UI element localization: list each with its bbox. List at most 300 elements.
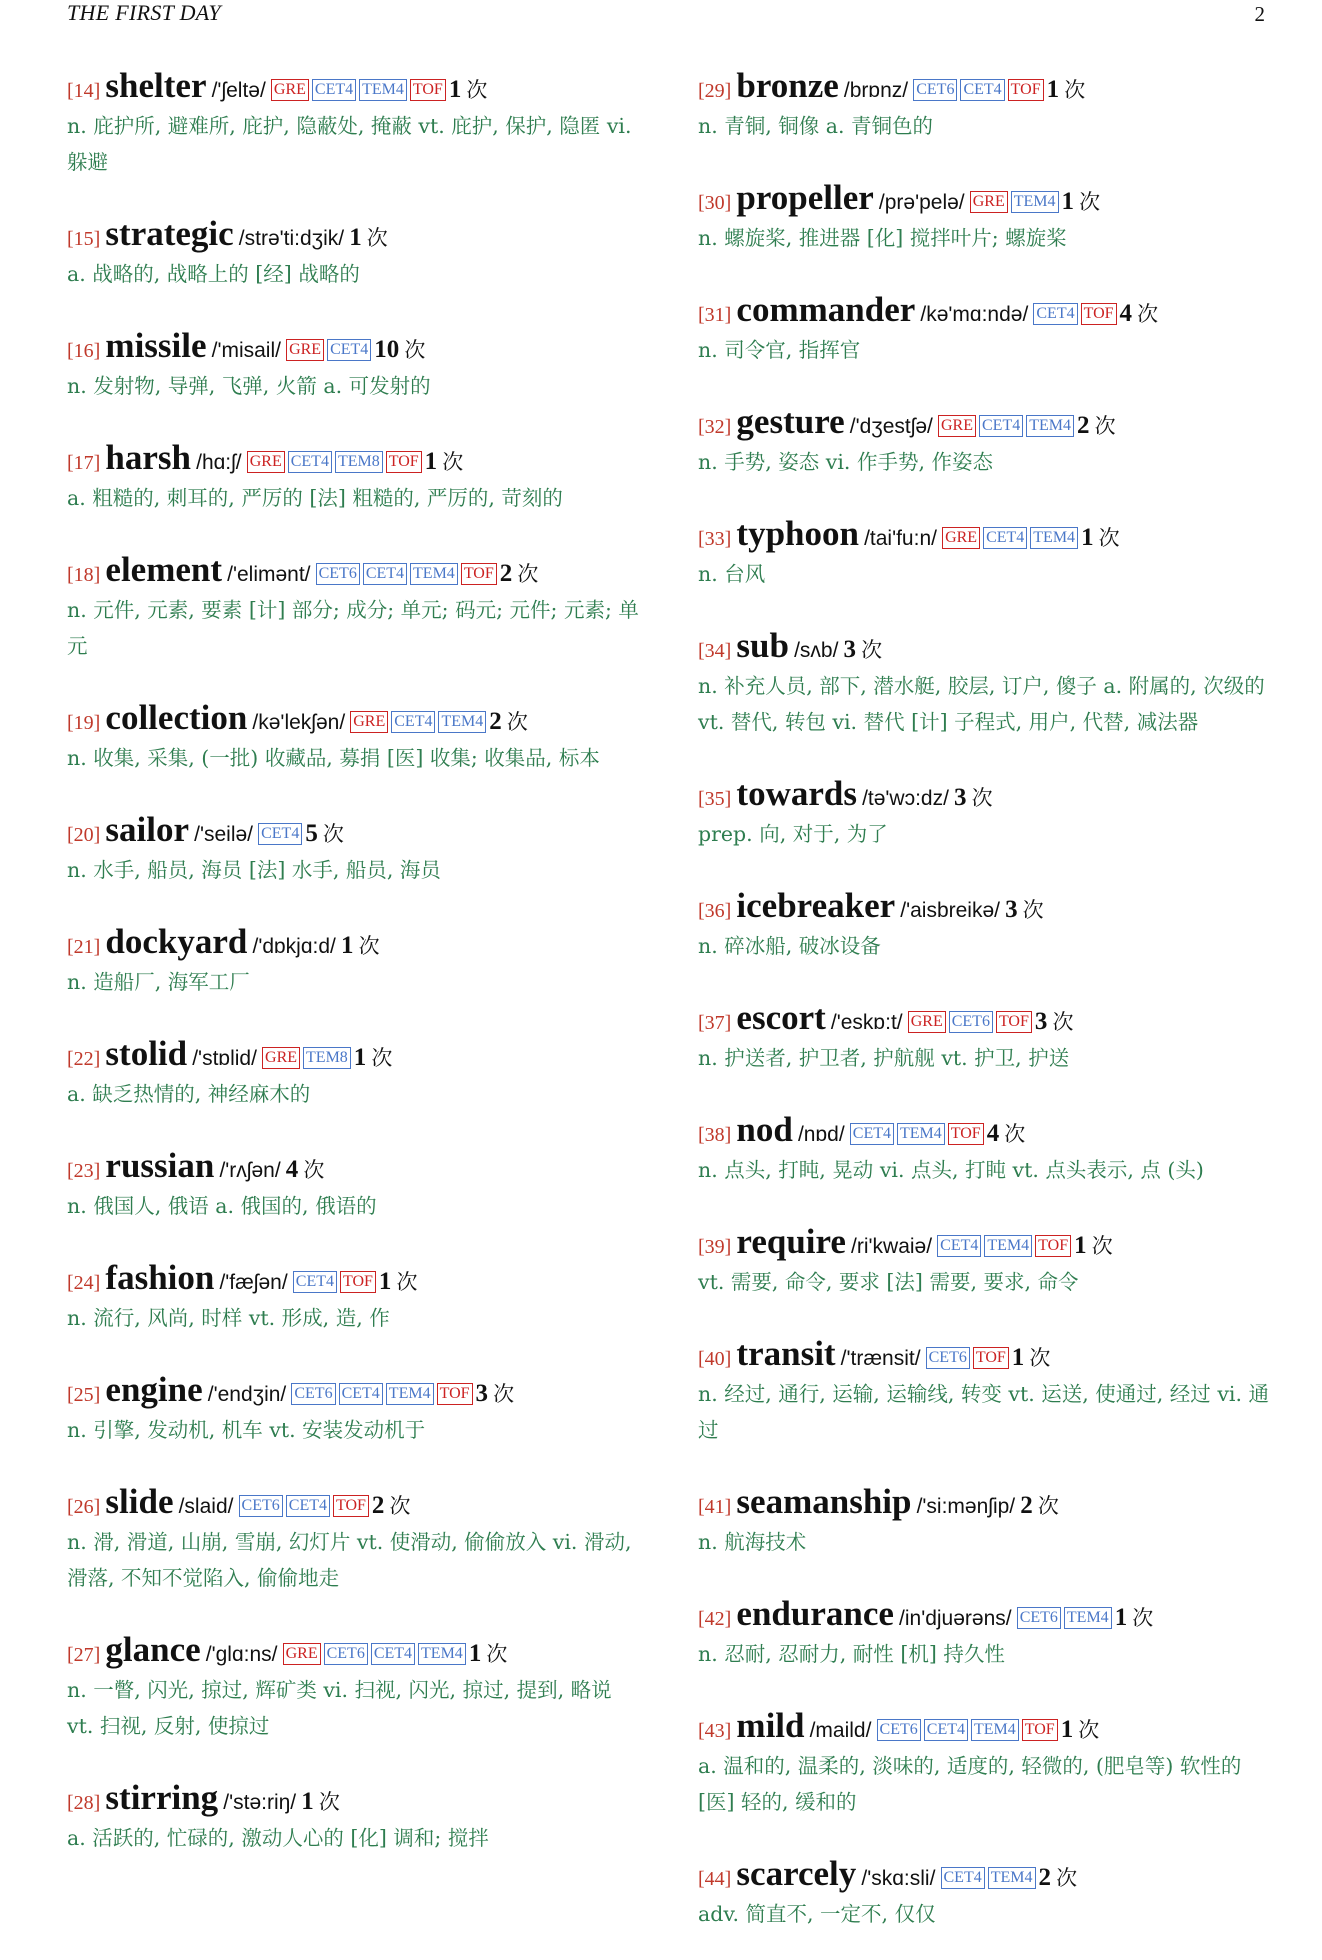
occurrence-count: 1 [1061, 188, 1075, 215]
occurrence-count: 3 [1034, 1008, 1048, 1035]
entry-headline [67, 60, 642, 108]
word-entry [698, 1848, 1270, 1932]
definition: n. 元件, 元素, 要素 [计] 部分; 成分; 单元; 码元; 元件; 元素; 单元 [67, 598, 639, 658]
phonetic: /'trænsit/ [840, 1347, 921, 1370]
exam-tag-gre: GRE [262, 1047, 300, 1069]
definition: n. 水手, 船员, 海员 [法] 水手, 船员, 海员 [67, 858, 441, 882]
entry-number: [40] [698, 1348, 732, 1370]
entry-number: [30] [698, 192, 732, 214]
headword: seamanship [736, 1482, 912, 1521]
definition: vt. 需要, 命令, 要求 [法] 需要, 要求, 命令 [698, 1270, 1079, 1294]
exam-tag-tof: TOF [410, 79, 446, 101]
headword: escort [736, 998, 826, 1037]
phonetic: /'glɑ:ns/ [205, 1643, 278, 1666]
occurrence-count: 3 [475, 1380, 489, 1407]
occurrence-count: 1 [1046, 76, 1060, 103]
entry-headline [67, 208, 642, 256]
definition: n. 碎冰船, 破冰设备 [698, 934, 881, 958]
page-number: 2 [1254, 2, 1265, 26]
headword: slide [105, 1482, 174, 1521]
word-entry [698, 992, 1270, 1076]
entry-number: [32] [698, 416, 732, 438]
occurrence-unit: 次 [971, 786, 993, 810]
exam-tag-cet4: CET4 [288, 451, 332, 473]
word-entry [67, 1772, 642, 1856]
headword: gesture [736, 402, 845, 441]
definition: n. 一瞥, 闪光, 掠过, 辉矿类 vi. 扫视, 闪光, 掠过, 提到, 略说 vt. 扫视, 反射, 使掠过 [67, 1678, 612, 1738]
headword: missile [105, 326, 207, 365]
entry-number: [34] [698, 640, 732, 662]
definition: n. 护送者, 护卫者, 护航舰 vt. 护卫, 护送 [698, 1046, 1070, 1070]
exam-tag-tof: TOF [386, 451, 422, 473]
headword: stirring [105, 1778, 219, 1817]
headword: mild [736, 1706, 805, 1745]
definition: n. 司令官, 指挥官 [698, 338, 861, 362]
exam-tags [970, 194, 1062, 213]
occurrence-count: 2 [489, 708, 502, 735]
exam-tag-tem4: TEM4 [1030, 527, 1078, 549]
exam-tag-tem4: TEM4 [897, 1123, 945, 1145]
occurrence-count: 1 [301, 1788, 314, 1815]
headword: icebreaker [736, 886, 896, 925]
exam-tags [350, 714, 489, 733]
entry-number: [23] [67, 1160, 101, 1182]
entry-headline [698, 396, 1270, 444]
occurrence-unit: 次 [1132, 1606, 1154, 1630]
entry-number: [21] [67, 936, 101, 958]
definition: adv. 简直不, 一定不, 仅仅 [698, 1902, 936, 1926]
entry-headline [67, 544, 642, 592]
exam-tag-cet6: CET6 [1017, 1607, 1061, 1629]
exam-tag-gre: GRE [247, 451, 285, 473]
exam-tag-tem4: TEM4 [971, 1719, 1019, 1741]
occurrence-unit: 次 [318, 1790, 340, 1814]
phonetic: /'misail/ [211, 339, 281, 362]
exam-tag-tem8: TEM8 [335, 451, 383, 473]
word-entry [698, 396, 1270, 480]
phonetic: /'fæʃən/ [219, 1271, 288, 1294]
entry-number: [16] [67, 340, 101, 362]
phonetic: /'si:mənʃip/ [916, 1495, 1016, 1518]
exam-tag-tem4: TEM4 [410, 563, 458, 585]
definition: n. 点头, 打盹, 晃动 vi. 点头, 打盹 vt. 点头表示, 点 (头) [698, 1158, 1204, 1182]
occurrence-unit: 次 [486, 1642, 508, 1666]
exam-tag-cet4: CET4 [258, 823, 302, 845]
entry-number: [39] [698, 1236, 732, 1258]
entry-number: [36] [698, 900, 732, 922]
headword: transit [736, 1334, 836, 1373]
headword: stolid [105, 1034, 188, 1073]
occurrence-count: 1 [353, 1044, 367, 1071]
left-column [67, 60, 642, 1884]
phonetic: /'eskɒ:t/ [830, 1011, 903, 1034]
headword: engine [105, 1370, 203, 1409]
occurrence-unit: 次 [1029, 1346, 1051, 1370]
occurrence-unit: 次 [1079, 190, 1101, 214]
exam-tag-cet4: CET4 [391, 711, 435, 733]
occurrence-unit: 次 [1098, 526, 1120, 550]
exam-tag-gre: GRE [286, 339, 324, 361]
exam-tags [877, 1722, 1061, 1741]
word-entry [67, 916, 642, 1000]
definition: a. 活跃的, 忙碌的, 激动人心的 [化] 调和; 搅拌 [67, 1826, 489, 1850]
entry-headline [698, 1476, 1270, 1524]
headword: commander [736, 290, 916, 329]
entry-number: [20] [67, 824, 101, 846]
entry-number: [29] [698, 80, 732, 102]
entry-number: [28] [67, 1792, 101, 1814]
entry-headline [67, 916, 642, 964]
occurrence-unit: 次 [1022, 898, 1044, 922]
headword: bronze [736, 66, 839, 105]
word-entry [67, 432, 642, 516]
word-entry [67, 1476, 642, 1596]
exam-tag-cet4: CET4 [1033, 303, 1077, 325]
exam-tag-gre: GRE [350, 711, 388, 733]
phonetic: /in'djuərəns/ [899, 1607, 1012, 1630]
exam-tags [913, 82, 1046, 101]
entry-headline [67, 432, 642, 480]
entry-number: [18] [67, 564, 101, 586]
entry-headline [698, 60, 1270, 108]
definition: n. 台风 [698, 562, 766, 586]
exam-tag-tem4: TEM4 [438, 711, 486, 733]
exam-tag-cet6: CET6 [913, 79, 957, 101]
exam-tags [926, 1350, 1012, 1369]
occurrence-count: 1 [1074, 1232, 1087, 1259]
definition: n. 流行, 风尚, 时样 vt. 形成, 造, 作 [67, 1306, 390, 1330]
entry-number: [27] [67, 1644, 101, 1666]
exam-tag-cet4: CET4 [983, 527, 1027, 549]
definition: a. 温和的, 温柔的, 淡味的, 适度的, 轻微的, (肥皂等) 软性的 [医] 轻的, 缓和的 [698, 1754, 1242, 1814]
occurrence-unit: 次 [861, 638, 883, 662]
word-entry [67, 1140, 642, 1224]
entry-headline [67, 1252, 642, 1300]
occurrence-unit: 次 [442, 450, 464, 474]
entry-number: [43] [698, 1720, 732, 1742]
occurrence-unit: 次 [1052, 1010, 1074, 1034]
word-entry [698, 508, 1270, 592]
entry-headline [698, 768, 1270, 816]
headword: strategic [105, 214, 234, 253]
exam-tag-cet4: CET4 [937, 1235, 981, 1257]
entry-number: [24] [67, 1272, 101, 1294]
entry-headline [698, 1848, 1270, 1896]
phonetic: /'ʃeltə/ [211, 79, 266, 102]
phonetic: /'dɒkjɑ:d/ [252, 935, 336, 958]
entry-headline [698, 1104, 1270, 1152]
phonetic: /prə'pelə/ [878, 191, 965, 214]
definition: n. 补充人员, 部下, 潜水艇, 胶层, 订户, 傻子 a. 附属的, 次级的 vt. 替代, 转包 vi. 替代 [计] 子程式, 用户, 代替, 减法器 [698, 674, 1265, 734]
entry-headline [67, 1028, 642, 1076]
exam-tag-tem4: TEM4 [1064, 1607, 1112, 1629]
occurrence-count: 2 [499, 560, 513, 587]
entry-headline [698, 284, 1270, 332]
phonetic: /strə'ti:dʒik/ [238, 227, 345, 250]
exam-tag-tem4: TEM4 [359, 79, 407, 101]
occurrence-unit: 次 [303, 1158, 325, 1182]
exam-tag-cet4: CET4 [941, 1867, 985, 1889]
exam-tag-tof: TOF [973, 1347, 1009, 1369]
occurrence-count: 4 [986, 1120, 1000, 1147]
occurrence-unit: 次 [1137, 302, 1159, 326]
word-entry [67, 1364, 642, 1448]
phonetic: /'dʒestʃə/ [849, 415, 933, 438]
headword: nod [736, 1110, 793, 1149]
occurrence-count: 2 [1077, 412, 1090, 439]
phonetic: /ri'kwaiə/ [851, 1235, 933, 1258]
occurrence-unit: 次 [404, 338, 426, 362]
occurrence-count: 1 [1060, 1716, 1074, 1743]
occurrence-count: 1 [468, 1640, 482, 1667]
occurrence-count: 2 [1038, 1864, 1051, 1891]
definition: n. 俄国人, 俄语 a. 俄国的, 俄语的 [67, 1194, 377, 1218]
occurrence-count: 1 [1081, 524, 1094, 551]
entry-headline [698, 508, 1270, 556]
exam-tags [937, 1238, 1074, 1257]
phonetic: /'skɑ:sli/ [861, 1867, 936, 1890]
entry-number: [15] [67, 228, 101, 250]
headword: element [105, 550, 223, 589]
exam-tag-cet6: CET6 [291, 1383, 335, 1405]
headword: propeller [736, 178, 874, 217]
occurrence-unit: 次 [358, 934, 380, 958]
entry-headline [698, 172, 1270, 220]
phonetic: /brɒnz/ [843, 79, 909, 102]
definition: n. 青铜, 铜像 a. 青铜色的 [698, 114, 934, 138]
word-entry [698, 1476, 1270, 1560]
occurrence-count: 1 [378, 1268, 392, 1295]
exam-tag-tof: TOF [1035, 1235, 1071, 1257]
entry-number: [25] [67, 1384, 101, 1406]
exam-tags [850, 1126, 987, 1145]
definition: n. 造船厂, 海军工厂 [67, 970, 250, 994]
word-entry [698, 284, 1270, 368]
definition: a. 缺乏热情的, 神经麻木的 [67, 1082, 311, 1106]
occurrence-count: 10 [374, 336, 400, 363]
definition: n. 手势, 姿态 vi. 作手势, 作姿态 [698, 450, 993, 474]
exam-tag-tof: TOF [1022, 1719, 1058, 1741]
exam-tags [283, 1646, 469, 1665]
word-entry [67, 1028, 642, 1112]
definition: a. 粗糙的, 刺耳的, 严厉的 [法] 粗糙的, 严厉的, 苛刻的 [67, 486, 563, 510]
entry-number: [26] [67, 1496, 101, 1518]
exam-tag-cet6: CET6 [239, 1495, 283, 1517]
word-entry [67, 692, 642, 776]
word-entry [698, 1328, 1270, 1448]
exam-tag-cet4: CET4 [286, 1495, 330, 1517]
word-entry [67, 804, 642, 888]
word-entry [698, 1700, 1270, 1820]
phonetic: /maild/ [809, 1719, 872, 1742]
entry-headline [67, 1624, 642, 1672]
exam-tag-tem4: TEM4 [988, 1867, 1036, 1889]
right-column [698, 60, 1270, 1960]
occurrence-unit: 次 [517, 562, 539, 586]
headword: sailor [105, 810, 190, 849]
occurrence-count: 1 [448, 76, 462, 103]
occurrence-count: 4 [285, 1156, 299, 1183]
entry-number: [38] [698, 1124, 732, 1146]
entry-number: [33] [698, 528, 732, 550]
exam-tag-tof: TOF [1081, 303, 1117, 325]
exam-tag-cet6: CET6 [324, 1643, 368, 1665]
occurrence-count: 1 [1011, 1344, 1025, 1371]
entry-headline [67, 1772, 642, 1820]
exam-tag-cet4: CET4 [312, 79, 356, 101]
exam-tag-cet4: CET4 [327, 339, 371, 361]
entry-headline [698, 1588, 1270, 1636]
exam-tag-gre: GRE [283, 1643, 321, 1665]
entry-headline [67, 1140, 642, 1188]
occurrence-count: 3 [843, 636, 857, 663]
exam-tag-cet6: CET6 [949, 1011, 993, 1033]
phonetic: /'stɒlid/ [192, 1047, 257, 1070]
headword: typhoon [736, 514, 859, 553]
exam-tag-cet6: CET6 [926, 1347, 970, 1369]
definition: n. 庇护所, 避难所, 庇护, 隐蔽处, 掩蔽 vt. 庇护, 保护, 隐匿 vi. 躲避 [67, 114, 632, 174]
entry-number: [41] [698, 1496, 732, 1518]
exam-tag-tof: TOF [461, 563, 497, 585]
word-entry [67, 60, 642, 180]
entry-headline [67, 320, 642, 368]
occurrence-unit: 次 [396, 1270, 418, 1294]
entry-number: [37] [698, 1012, 732, 1034]
occurrence-count: 1 [340, 932, 354, 959]
headword: towards [736, 774, 857, 813]
occurrence-count: 1 [424, 448, 438, 475]
exam-tag-gre: GRE [271, 79, 309, 101]
occurrence-count: 3 [1005, 896, 1018, 923]
word-entry [698, 172, 1270, 256]
definition: n. 收集, 采集, (一批) 收藏品, 募捐 [医] 收集; 收集品, 标本 [67, 746, 600, 770]
headword: glance [105, 1630, 201, 1669]
definition: n. 滑, 滑道, 山崩, 雪崩, 幻灯片 vt. 使滑动, 偷偷放入 vi. 滑动, 滑落, 不知不觉陷入, 偷偷地走 [67, 1530, 632, 1590]
exam-tag-gre: GRE [908, 1011, 946, 1033]
headword: sub [736, 626, 789, 665]
exam-tags [239, 1498, 372, 1517]
phonetic: /kə'lekʃən/ [252, 711, 346, 734]
exam-tags [271, 82, 449, 101]
occurrence-count: 5 [305, 820, 318, 847]
exam-tag-tof: TOF [333, 1495, 369, 1517]
entry-headline [67, 692, 642, 740]
exam-tag-cet6: CET6 [316, 563, 360, 585]
occurrence-count: 4 [1119, 300, 1133, 327]
word-entry [698, 768, 1270, 852]
exam-tag-cet4: CET4 [293, 1271, 337, 1293]
entry-headline [698, 1216, 1270, 1264]
exam-tags [1017, 1610, 1115, 1629]
exam-tag-tem4: TEM4 [386, 1383, 434, 1405]
exam-tag-cet4: CET4 [979, 415, 1023, 437]
definition: a. 战略的, 战略上的 [经] 战略的 [67, 262, 360, 286]
entry-headline [67, 1364, 642, 1412]
occurrence-unit: 次 [1056, 1866, 1078, 1890]
exam-tag-gre: GRE [938, 415, 976, 437]
exam-tag-tof: TOF [1008, 79, 1044, 101]
occurrence-unit: 次 [466, 78, 488, 102]
headword: russian [105, 1146, 215, 1185]
word-entry [67, 208, 642, 292]
occurrence-unit: 次 [1094, 414, 1116, 438]
exam-tag-gre: GRE [970, 191, 1008, 213]
word-entry [67, 1252, 642, 1336]
occurrence-unit: 次 [1078, 1718, 1100, 1742]
entry-number: [14] [67, 80, 101, 102]
phonetic: /tai'fu:n/ [864, 527, 937, 550]
phonetic: /'rʌʃən/ [219, 1159, 281, 1182]
exam-tags [247, 454, 425, 473]
entry-headline [698, 620, 1270, 668]
word-entry [698, 1588, 1270, 1672]
phonetic: /sʌb/ [794, 639, 839, 662]
exam-tags [938, 418, 1077, 437]
entry-headline [698, 992, 1270, 1040]
occurrence-unit: 次 [506, 710, 528, 734]
occurrence-unit: 次 [389, 1494, 411, 1518]
entry-number: [22] [67, 1048, 101, 1070]
word-entry [67, 320, 642, 404]
occurrence-unit: 次 [1004, 1122, 1026, 1146]
headword: collection [105, 698, 248, 737]
definition: n. 经过, 通行, 运输, 运输线, 转变 vt. 运送, 使通过, 经过 vi. 通过 [698, 1382, 1269, 1442]
phonetic: /'endʒin/ [207, 1383, 287, 1406]
occurrence-unit: 次 [1091, 1234, 1113, 1258]
headword: harsh [105, 438, 192, 477]
definition: n. 忍耐, 忍耐力, 耐性 [机] 持久性 [698, 1642, 1005, 1666]
word-entry [67, 1624, 642, 1744]
word-entry [698, 620, 1270, 740]
phonetic: /'stə:riŋ/ [223, 1791, 297, 1814]
headword: scarcely [736, 1854, 857, 1893]
word-entry [698, 60, 1270, 144]
occurrence-unit: 次 [371, 1046, 393, 1070]
occurrence-count: 2 [1020, 1492, 1033, 1519]
exam-tag-cet4: CET4 [924, 1719, 968, 1741]
occurrence-unit: 次 [1064, 78, 1086, 102]
occurrence-unit: 次 [366, 226, 388, 250]
exam-tag-gre: GRE [942, 527, 980, 549]
exam-tags [316, 566, 500, 585]
phonetic: /kə'mɑ:ndə/ [920, 303, 1029, 326]
word-entry [698, 880, 1270, 964]
entry-headline [67, 1476, 642, 1524]
entry-number: [31] [698, 304, 732, 326]
entry-headline [67, 804, 642, 852]
exam-tag-cet6: CET6 [877, 1719, 921, 1741]
word-entry [698, 1104, 1270, 1188]
page-header-title: THE FIRST DAY [67, 0, 221, 25]
exam-tags [291, 1386, 475, 1405]
exam-tag-tof: TOF [996, 1011, 1032, 1033]
exam-tags [258, 826, 305, 845]
phonetic: /'seilə/ [194, 823, 253, 846]
definition: prep. 向, 对于, 为了 [698, 822, 888, 846]
exam-tag-cet4: CET4 [960, 79, 1004, 101]
exam-tags [941, 1870, 1039, 1889]
phonetic: /slaid/ [178, 1495, 234, 1518]
entry-headline [698, 1700, 1270, 1748]
entry-number: [42] [698, 1608, 732, 1630]
entry-headline [698, 880, 1270, 928]
exam-tags [908, 1014, 1035, 1033]
exam-tag-tem4: TEM4 [1011, 191, 1059, 213]
entry-number: [44] [698, 1868, 732, 1890]
entry-number: [35] [698, 788, 732, 810]
headword: shelter [105, 66, 207, 105]
occurrence-count: 1 [1114, 1604, 1128, 1631]
